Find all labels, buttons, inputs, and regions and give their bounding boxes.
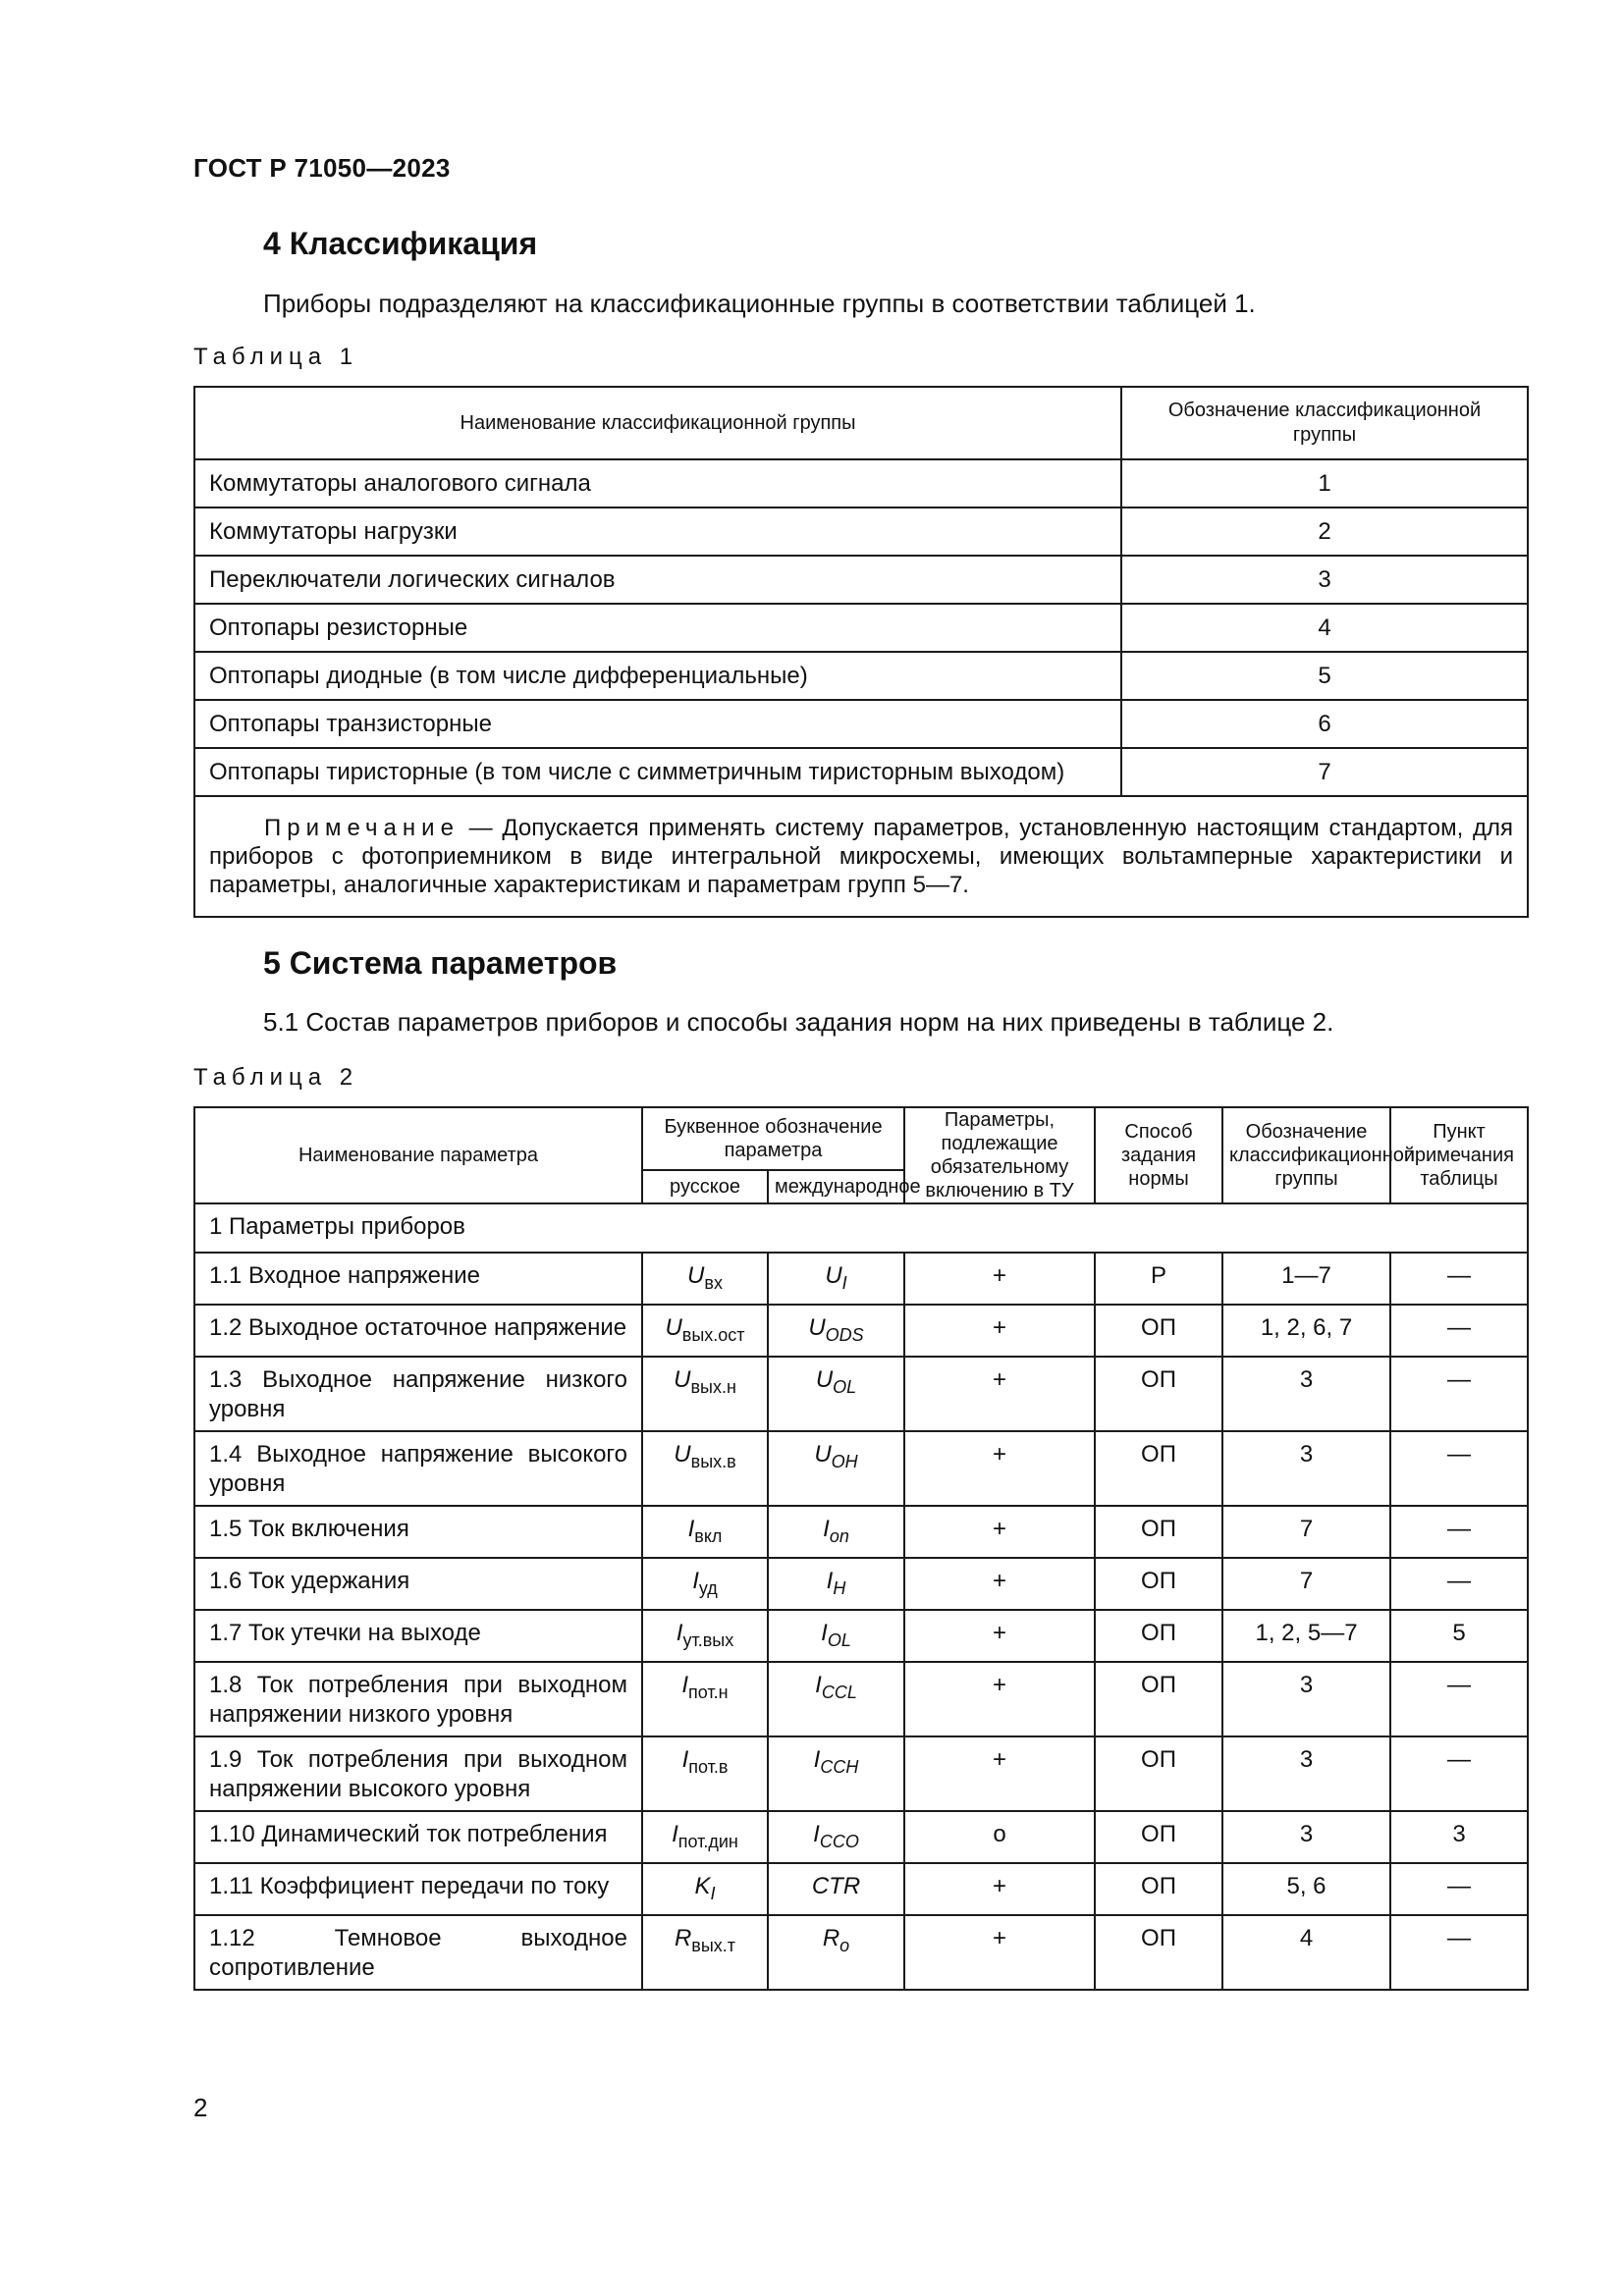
group-code-cell: 2 — [1121, 507, 1528, 556]
mandatory-cell: + — [904, 1863, 1095, 1915]
group-code-cell: 4 — [1121, 604, 1528, 652]
russian-symbol-subscript: I — [710, 1884, 716, 1903]
document-code: ГОСТ Р 71050—2023 — [193, 153, 451, 183]
mandatory-cell: + — [904, 1357, 1095, 1431]
russian-symbol-cell — [642, 1431, 768, 1506]
international-symbol-subscript: OH — [831, 1452, 858, 1471]
table-row — [194, 1305, 1528, 1357]
group-name-cell: Переключатели логических сигналов — [194, 556, 1121, 604]
section-5-heading: 5 Система параметров — [263, 945, 618, 981]
russian-symbol-subscript: уд — [698, 1578, 718, 1598]
method-cell: ОП — [1095, 1863, 1222, 1915]
russian-symbol: I — [672, 1821, 678, 1847]
international-symbol-subscript: OL — [833, 1377, 857, 1397]
parameter-name-cell: 1.7 Ток утечки на выходе — [194, 1610, 642, 1662]
parameter-name-cell: 1.4 Выходное напряжение высокого уровня — [194, 1431, 642, 1506]
note-item-cell: — — [1390, 1558, 1528, 1610]
russian-symbol: R — [674, 1925, 692, 1951]
note-item-cell: 5 — [1390, 1610, 1528, 1662]
russian-symbol: I — [676, 1620, 683, 1646]
table-1-header-code: Обозначение классификационной группы — [1121, 387, 1528, 459]
table-row — [194, 1863, 1528, 1915]
group-cell: 1, 2, 5—7 — [1222, 1610, 1390, 1662]
parameter-name-cell: 1.8 Ток потребления при выходном напряжении низкого уровня — [194, 1662, 642, 1736]
group-name-cell: Оптопары транзисторные — [194, 700, 1121, 748]
russian-symbol-cell — [642, 1357, 768, 1431]
mandatory-cell: + — [904, 1736, 1095, 1811]
russian-symbol-cell — [642, 1305, 768, 1357]
russian-symbol: U — [674, 1441, 691, 1468]
table-1-note — [194, 796, 1528, 917]
table-2-body — [194, 1203, 1528, 1990]
international-symbol-cell — [768, 1506, 904, 1558]
international-symbol: U — [808, 1314, 826, 1341]
parameter-name-cell: 1.11 Коэффициент передачи по току — [194, 1863, 642, 1915]
mandatory-cell: o — [904, 1811, 1095, 1863]
russian-symbol-subscript: вых.ост — [681, 1325, 745, 1345]
russian-symbol-subscript: вх — [704, 1273, 723, 1293]
russian-symbol-cell — [642, 1736, 768, 1811]
russian-symbol-cell — [642, 1610, 768, 1662]
note-item-cell: — — [1390, 1506, 1528, 1558]
mandatory-cell: + — [904, 1253, 1095, 1305]
group-cell: 1, 2, 6, 7 — [1222, 1305, 1390, 1357]
parameter-name-cell: 1.9 Ток потребления при выходном напряжении высокого уровня — [194, 1736, 642, 1811]
note-item-cell: — — [1390, 1305, 1528, 1357]
international-symbol-cell — [768, 1662, 904, 1736]
international-symbol-subscript: I — [841, 1273, 847, 1293]
table-row — [194, 652, 1528, 700]
method-cell: ОП — [1095, 1736, 1222, 1811]
method-cell: ОП — [1095, 1431, 1222, 1506]
table-row — [194, 1506, 1528, 1558]
group-code-cell: 3 — [1121, 556, 1528, 604]
note-item-cell: — — [1390, 1915, 1528, 1990]
parameter-name-cell: 1.6 Ток удержания — [194, 1558, 642, 1610]
table-2-header-group: Обозначение классификационной группы — [1222, 1107, 1390, 1203]
table-row — [194, 1558, 1528, 1610]
table-2-header-name: Наименование параметра — [194, 1107, 642, 1203]
international-symbol: CTR — [811, 1873, 861, 1899]
russian-symbol-subscript: пот.в — [688, 1757, 729, 1777]
page-number: 2 — [193, 2093, 208, 2122]
table-1-header-name: Наименование классификационной группы — [194, 387, 1121, 459]
international-symbol-subscript: H — [833, 1578, 846, 1598]
method-cell: ОП — [1095, 1662, 1222, 1736]
group-name-cell: Коммутаторы аналогового сигнала — [194, 459, 1121, 507]
russian-symbol: I — [681, 1746, 689, 1773]
international-symbol-cell — [768, 1305, 904, 1357]
note-text: — Допускается применять систему параметров, установленную настоящим стандартом, для приборов с фотоприемником в виде интегральной микросхемы, имеющих вольтамперные характеристики и параметры, аналогичные характеристикам и параметрам групп 5—7. — [209, 815, 1513, 898]
russian-symbol-subscript: ут.вых — [682, 1630, 734, 1650]
table-1-note-row — [194, 796, 1528, 917]
russian-symbol-cell — [642, 1863, 768, 1915]
russian-symbol-subscript: вкл — [694, 1526, 723, 1546]
method-cell: ОП — [1095, 1305, 1222, 1357]
table-row — [194, 1915, 1528, 1990]
russian-symbol-subscript: пот.н — [688, 1682, 729, 1702]
parameter-name-cell: 1.10 Динамический ток потребления — [194, 1811, 642, 1863]
note-item-cell: — — [1390, 1431, 1528, 1506]
parameter-name-cell: 1.12 Темновое выходное сопротивление — [194, 1915, 642, 1990]
group-cell: 1—7 — [1222, 1253, 1390, 1305]
table-row — [194, 700, 1528, 748]
group-cell: 3 — [1222, 1811, 1390, 1863]
international-symbol-subscript: ODS — [825, 1325, 864, 1345]
note-item-cell: — — [1390, 1863, 1528, 1915]
table-row — [194, 1662, 1528, 1736]
group-cell: 3 — [1222, 1662, 1390, 1736]
russian-symbol-subscript: пот.дин — [677, 1832, 738, 1851]
table-row — [194, 507, 1528, 556]
mandatory-cell: + — [904, 1610, 1095, 1662]
international-symbol: I — [813, 1746, 821, 1773]
table-1-caption: Таблица 1 — [193, 344, 359, 370]
table-row — [194, 1431, 1528, 1506]
russian-symbol: U — [665, 1314, 682, 1341]
russian-symbol-subscript: вых.т — [691, 1936, 736, 1955]
international-symbol-subscript: CCL — [821, 1682, 857, 1702]
table-2-header-note-item: Пункт примечания таблицы — [1390, 1107, 1528, 1203]
note-item-cell: — — [1390, 1736, 1528, 1811]
note-label: Примечание — [264, 815, 460, 841]
international-symbol-subscript: o — [839, 1936, 850, 1955]
parameter-name-cell: 1.5 Ток включения — [194, 1506, 642, 1558]
table-2-caption: Таблица 2 — [193, 1064, 359, 1091]
table-row — [194, 1357, 1528, 1431]
note-item-cell: — — [1390, 1357, 1528, 1431]
mandatory-cell: + — [904, 1506, 1095, 1558]
group-cell: 5, 6 — [1222, 1863, 1390, 1915]
russian-symbol-cell — [642, 1253, 768, 1305]
russian-symbol: U — [674, 1366, 691, 1393]
russian-symbol-cell — [642, 1662, 768, 1736]
method-cell: ОП — [1095, 1610, 1222, 1662]
international-symbol: I — [813, 1821, 820, 1847]
international-symbol-cell — [768, 1558, 904, 1610]
table-2-header-letter: Буквенное обозначение параметра — [642, 1107, 904, 1170]
international-symbol: R — [822, 1925, 840, 1951]
group-code-cell: 1 — [1121, 459, 1528, 507]
russian-symbol-subscript: вых.н — [690, 1377, 736, 1397]
group-name-cell: Оптопары резисторные — [194, 604, 1121, 652]
note-item-cell: 3 — [1390, 1811, 1528, 1863]
mandatory-cell: + — [904, 1305, 1095, 1357]
international-symbol: U — [814, 1441, 832, 1468]
table-row — [194, 1736, 1528, 1811]
russian-symbol: U — [687, 1262, 705, 1289]
section-4-intro: Приборы подразделяют на классификационные группы в соответствии таблицей 1. — [263, 289, 1256, 318]
section-5-intro: 5.1 Состав параметров приборов и способы задания норм на них приведены в таблице 2. — [263, 1007, 1334, 1037]
table-2-header-international: международное — [768, 1170, 904, 1203]
table-row — [194, 556, 1528, 604]
international-symbol-cell — [768, 1811, 904, 1863]
parameter-name-cell: 1.2 Выходное остаточное напряжение — [194, 1305, 642, 1357]
international-symbol: I — [821, 1620, 828, 1646]
group-code-cell: 6 — [1121, 700, 1528, 748]
method-cell: ОП — [1095, 1357, 1222, 1431]
table-2-section-title: 1 Параметры приборов — [194, 1203, 1528, 1253]
russian-symbol-cell — [642, 1558, 768, 1610]
table-row — [194, 1811, 1528, 1863]
russian-symbol: K — [694, 1873, 711, 1899]
russian-symbol-cell — [642, 1915, 768, 1990]
international-symbol-subscript: on — [829, 1526, 849, 1546]
table-row — [194, 604, 1528, 652]
parameter-name-cell: 1.3 Выходное напряжение низкого уровня — [194, 1357, 642, 1431]
group-cell: 7 — [1222, 1506, 1390, 1558]
table-row — [194, 1253, 1528, 1305]
international-symbol: I — [823, 1516, 830, 1542]
russian-symbol-cell — [642, 1811, 768, 1863]
method-cell: ОП — [1095, 1915, 1222, 1990]
method-cell: ОП — [1095, 1506, 1222, 1558]
group-code-cell: 7 — [1121, 748, 1528, 796]
international-symbol-cell — [768, 1357, 904, 1431]
group-code-cell: 5 — [1121, 652, 1528, 700]
note-item-cell: — — [1390, 1253, 1528, 1305]
group-name-cell: Оптопары тиристорные (в том числе с симметричным тиристорным выходом) — [194, 748, 1121, 796]
group-name-cell: Коммутаторы нагрузки — [194, 507, 1121, 556]
method-cell: Р — [1095, 1253, 1222, 1305]
table-1-body — [194, 459, 1528, 917]
group-cell: 3 — [1222, 1736, 1390, 1811]
group-cell: 7 — [1222, 1558, 1390, 1610]
international-symbol-cell — [768, 1253, 904, 1305]
international-symbol-subscript: OL — [827, 1630, 851, 1650]
note-item-cell: — — [1390, 1662, 1528, 1736]
mandatory-cell: + — [904, 1915, 1095, 1990]
international-symbol: U — [815, 1366, 834, 1393]
table-2 — [193, 1106, 1529, 1991]
table-2-header-mandatory: Параметры, подлежащие обязательному включению в ТУ — [904, 1107, 1095, 1203]
table-2-header-method: Способ задания нормы — [1095, 1107, 1222, 1203]
russian-symbol: I — [681, 1672, 689, 1698]
method-cell: ОП — [1095, 1558, 1222, 1610]
international-symbol-cell — [768, 1610, 904, 1662]
table-row — [194, 459, 1528, 507]
international-symbol-subscript: CCH — [820, 1757, 859, 1777]
group-cell: 3 — [1222, 1431, 1390, 1506]
mandatory-cell: + — [904, 1558, 1095, 1610]
group-cell: 4 — [1222, 1915, 1390, 1990]
table-1 — [193, 386, 1529, 918]
russian-symbol-subscript: вых.в — [690, 1452, 736, 1471]
section-4-heading: 4 Классификация — [263, 226, 538, 261]
international-symbol: I — [815, 1672, 822, 1698]
method-cell: ОП — [1095, 1811, 1222, 1863]
international-symbol-cell — [768, 1736, 904, 1811]
mandatory-cell: + — [904, 1662, 1095, 1736]
international-symbol: U — [825, 1262, 842, 1289]
international-symbol-subscript: CCO — [819, 1832, 859, 1851]
table-2-header-russian: русское — [642, 1170, 768, 1203]
russian-symbol: I — [687, 1516, 695, 1542]
table-row — [194, 748, 1528, 796]
mandatory-cell: + — [904, 1431, 1095, 1506]
group-name-cell: Оптопары диодные (в том числе дифференциальные) — [194, 652, 1121, 700]
international-symbol: I — [826, 1568, 834, 1594]
table-row — [194, 1610, 1528, 1662]
international-symbol-cell — [768, 1863, 904, 1915]
group-cell: 3 — [1222, 1357, 1390, 1431]
russian-symbol: I — [692, 1568, 699, 1594]
parameter-name-cell: 1.1 Входное напряжение — [194, 1253, 642, 1305]
international-symbol-cell — [768, 1915, 904, 1990]
russian-symbol-cell — [642, 1506, 768, 1558]
international-symbol-cell — [768, 1431, 904, 1506]
